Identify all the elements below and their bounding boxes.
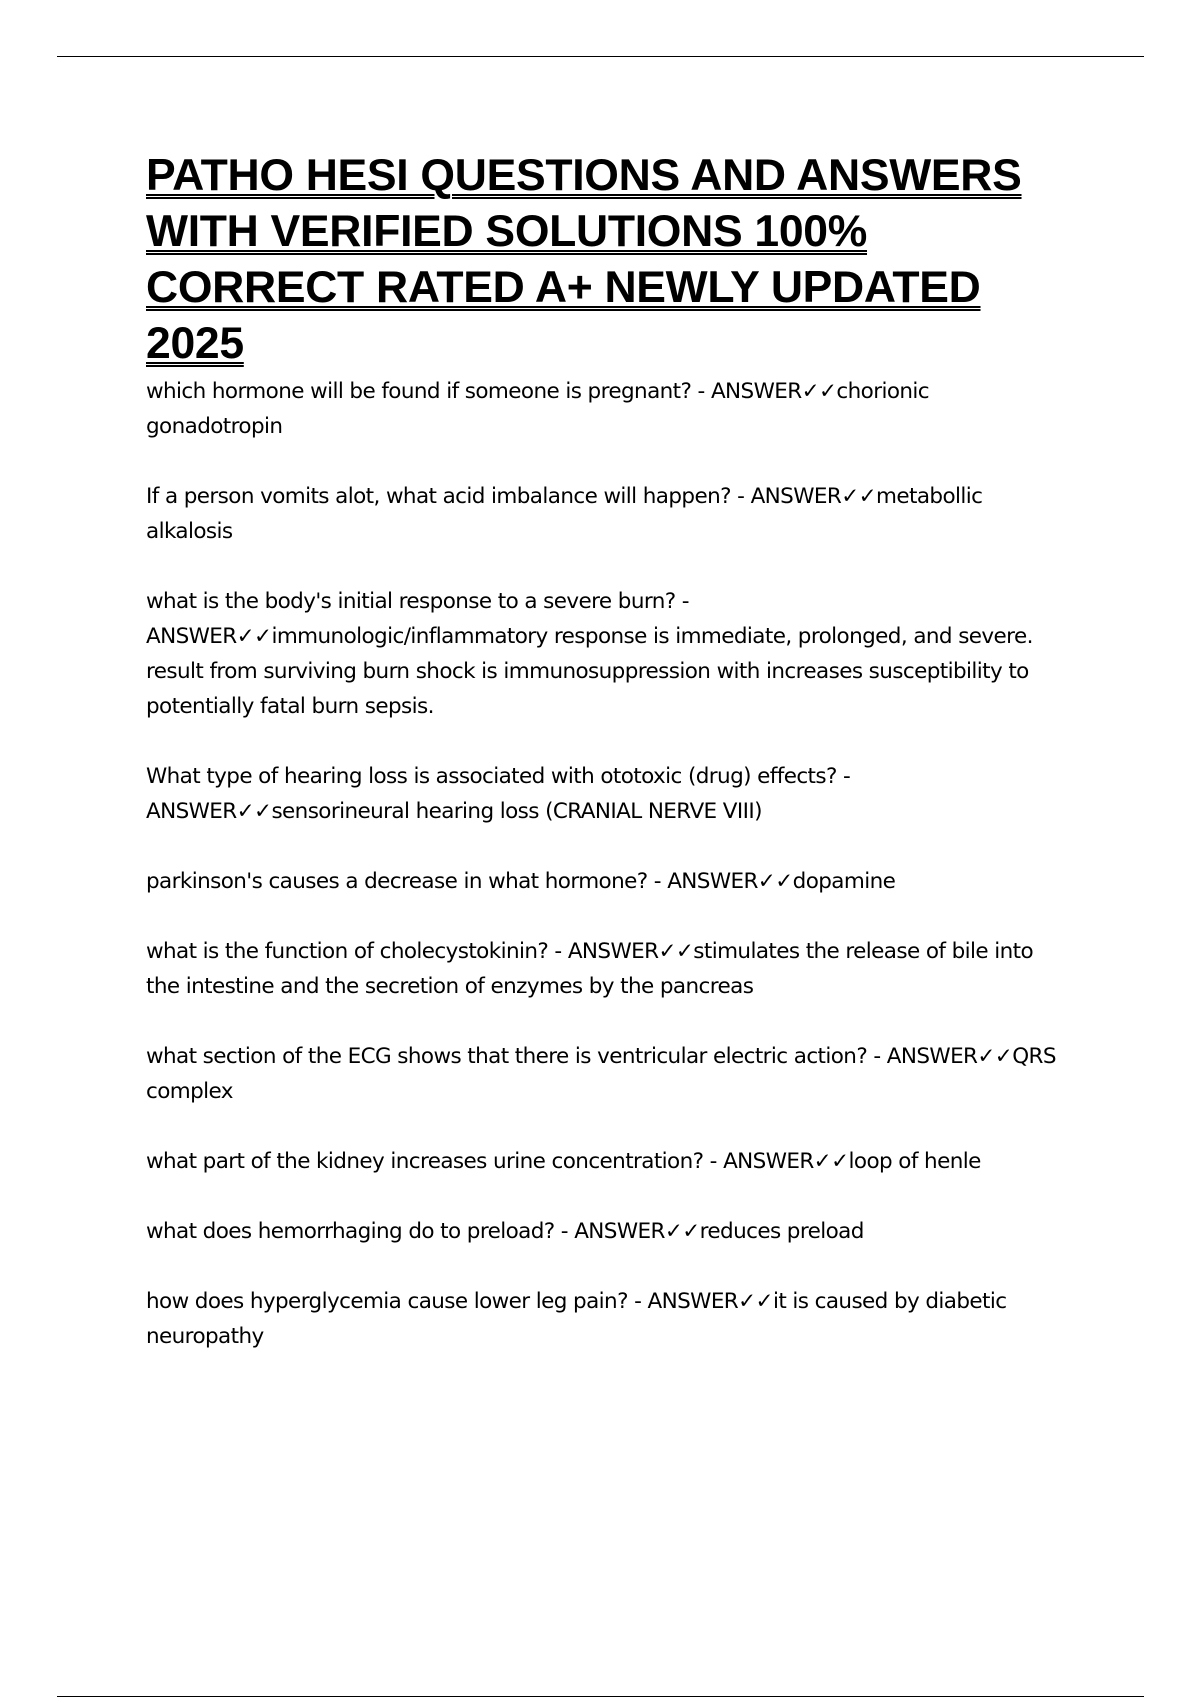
answer-marker: - ANSWER✓✓: [554, 1219, 700, 1244]
answer-text: it is caused by diabetic neuropathy: [146, 1289, 1007, 1349]
answer-text: immunologic/inflammatory response is immediate, prolonged, and severe. result from surviving burn shock is immunosuppression with increases susceptibility to potentially fatal burn sepsis.: [146, 624, 1033, 719]
qa-item: [146, 584, 1071, 724]
answer-marker: - ANSWER✓✓: [691, 379, 837, 404]
question-text: what is the function of cholecystokinin?: [146, 939, 549, 964]
qa-item: [146, 1144, 1071, 1179]
answer-marker: - ANSWER✓✓: [867, 1044, 1013, 1069]
answer-text: reduces preload: [699, 1219, 864, 1244]
answer-marker: - ANSWER✓✓: [146, 764, 851, 824]
answer-text: dopamine: [792, 869, 896, 894]
answer-text: sensorineural hearing loss (CRANIAL NERVE VIII): [271, 799, 762, 824]
answer-marker: - ANSWER✓✓: [703, 1149, 849, 1174]
answer-text: QRS complex: [146, 1044, 1056, 1104]
answer-marker: - ANSWER✓✓: [627, 1289, 773, 1314]
qa-item: [146, 1214, 1071, 1249]
answer-text: chorionic gonadotropin: [146, 379, 929, 439]
document-title: PATHO HESI QUESTIONS AND ANSWERS WITH VERIFIED SOLUTIONS 100% CORRECT RATED A+ NEWLY UPDATED 2025: [146, 151, 1022, 368]
document-body: [146, 148, 1071, 1389]
qa-list: [146, 374, 1071, 1354]
answer-marker: - ANSWER✓✓: [548, 939, 694, 964]
question-text: If a person vomits alot, what acid imbalance will happen?: [146, 484, 731, 509]
question-text: What type of hearing loss is associated with ototoxic (drug) effects?: [146, 764, 837, 789]
top-rule: [57, 56, 1144, 57]
qa-item: [146, 934, 1071, 1004]
qa-item: [146, 864, 1071, 899]
question-text: parkinson's causes a decrease in what hormone?: [146, 869, 648, 894]
qa-item: [146, 1039, 1071, 1109]
question-text: how does hyperglycemia cause lower leg pain?: [146, 1289, 628, 1314]
bottom-rule: [57, 1696, 1144, 1697]
question-text: which hormone will be found if someone is pregnant?: [146, 379, 692, 404]
question-text: what part of the kidney increases urine concentration?: [146, 1149, 704, 1174]
qa-item: [146, 479, 1071, 549]
question-text: what does hemorrhaging do to preload?: [146, 1219, 555, 1244]
answer-marker: - ANSWER✓✓: [730, 484, 877, 509]
answer-text: metabollic alkalosis: [146, 484, 983, 544]
answer-marker: - ANSWER✓✓: [647, 869, 793, 894]
qa-item: [146, 759, 1071, 829]
answer-marker: - ANSWER✓✓: [146, 589, 689, 649]
question-text: what section of the ECG shows that there is ventricular electric action?: [146, 1044, 868, 1069]
question-text: what is the body's initial response to a severe burn?: [146, 589, 676, 614]
answer-text: loop of henle: [848, 1149, 981, 1174]
answer-text: stimulates the release of bile into the intestine and the secretion of enzymes by the pancreas: [146, 939, 1034, 999]
qa-item: [146, 1284, 1071, 1354]
qa-item: [146, 374, 1071, 444]
